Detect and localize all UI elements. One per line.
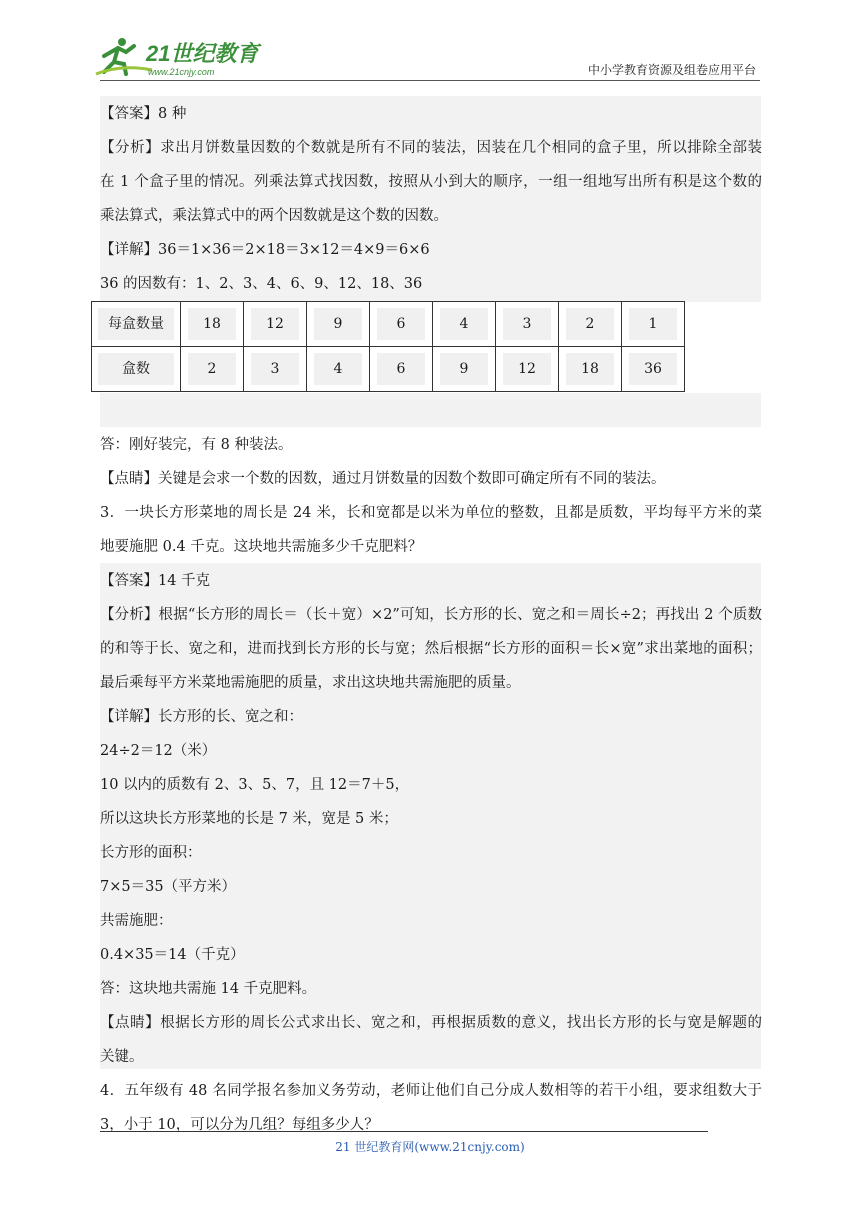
q4-question-line: 4．五年级有 48 名同学报名参加义务劳动，老师让他们自己分成人数相等的若干小组，要求组数大于 — [100, 1083, 762, 1099]
q3-question-line: 3．一块长方形菜地的周长是 24 米，长和宽都是以米为单位的整数，且都是质数，平均每平方米的菜 — [100, 505, 762, 521]
q3-point-line: 关键。 — [100, 1049, 144, 1065]
table-cell: 9 — [314, 308, 362, 340]
q2-point: 【点睛】关键是会求一个数的因数，通过月饼数量的因数个数即可确定所有不同的装法。 — [100, 471, 666, 487]
row-header: 盒数 — [98, 353, 174, 385]
table-cell: 1 — [629, 308, 677, 340]
q3-detail-line: 【详解】长方形的长、宽之和： — [100, 709, 303, 725]
q2-analysis-line: 在 1 个盒子里的情况。列乘法算式找因数，按照从小到大的顺序，一组一组地写出所有积是这个数的 — [100, 174, 762, 190]
q3-detail-line: 答：这块地共需施 14 千克肥料。 — [100, 981, 317, 997]
q3-detail-line: 24÷2＝12（米） — [100, 743, 217, 759]
table-row — [92, 347, 685, 392]
table-cell: 3 — [503, 308, 551, 340]
q3-detail-line: 7×5＝35（平方米） — [100, 879, 237, 895]
table-cell: 6 — [377, 308, 425, 340]
q3-analysis-line: 【分析】根据“长方形的周长＝（长＋宽）×2”可知，长方形的长、宽之和＝周长÷2；再找出 2 个质数 — [100, 607, 762, 623]
q3-detail-line: 10 以内的质数有 2、3、5、7，且 12＝7＋5， — [100, 777, 410, 793]
q3-point-line: 【点睛】根据长方形的周长公式求出长、宽之和，再根据质数的意义，找出长方形的长与宽是解题的 — [100, 1015, 762, 1031]
footer-divider — [100, 1131, 708, 1132]
q3-detail-line: 长方形的面积： — [100, 845, 202, 861]
table-cell: 4 — [440, 308, 488, 340]
table-cell: 4 — [314, 353, 362, 385]
q3-question-line: 地要施肥 0.4 千克。这块地共需施多少千克肥料？ — [100, 539, 423, 555]
table-cell: 2 — [566, 308, 614, 340]
q2-conclusion: 答：刚好装完，有 8 种装法。 — [100, 437, 293, 453]
boxes-table — [91, 301, 685, 392]
shade-block-q2 — [100, 96, 761, 302]
q2-answer: 【答案】8 种 — [100, 106, 187, 122]
q3-analysis-line: 最后乘每平方米菜地需施肥的质量，求出这块地共需施肥的质量。 — [100, 675, 521, 691]
table-cell: 9 — [440, 353, 488, 385]
q3-answer: 【答案】14 千克 — [100, 573, 211, 589]
table-cell: 18 — [566, 353, 614, 385]
q2-analysis-line: 乘法算式，乘法算式中的两个因数就是这个数的因数。 — [100, 208, 448, 224]
q3-detail-line: 共需施肥： — [100, 913, 173, 929]
footer-link[interactable]: 21 世纪教育网(www.21cnjy.com) — [335, 1140, 525, 1154]
runner-icon — [96, 38, 152, 74]
site-logo — [92, 34, 262, 80]
table-cell: 36 — [629, 353, 677, 385]
table-cell: 2 — [188, 353, 236, 385]
table-row — [92, 302, 685, 347]
row-header: 每盒数量 — [98, 308, 174, 340]
table-cell: 6 — [377, 353, 425, 385]
q2-analysis-line: 【分析】求出月饼数量因数的个数就是所有不同的装法，因装在几个相同的盒子里，所以排除全部装 — [100, 140, 762, 156]
table-cell: 12 — [503, 353, 551, 385]
table-cell: 18 — [188, 308, 236, 340]
q3-analysis-line: 的和等于长、宽之和，进而找到长方形的长与宽；然后根据“长方形的面积＝长×宽”求出菜地的面积； — [100, 641, 762, 657]
q2-detail: 【详解】36＝1×36＝2×18＝3×12＝4×9＝6×6 — [100, 242, 430, 258]
logo-url: www.21cnjy.com — [148, 67, 215, 77]
header-divider — [100, 80, 760, 81]
table-cell: 3 — [251, 353, 299, 385]
logo-text: 21世纪教育 — [146, 41, 259, 66]
q4-question-line: 3，小于 10，可以分为几组？每组多少人？ — [100, 1117, 379, 1133]
q3-detail-line: 所以这块长方形菜地的长是 7 米，宽是 5 米； — [100, 811, 398, 827]
q2-factors: 36 的因数有：1、2、3、4、6、9、12、18、36 — [100, 276, 423, 292]
q3-detail-line: 0.4×35＝14（千克） — [100, 947, 245, 963]
platform-name: 中小学教育资源及组卷应用平台 — [587, 63, 756, 77]
shade-block-q2-table — [100, 393, 761, 427]
table-cell: 12 — [251, 308, 299, 340]
